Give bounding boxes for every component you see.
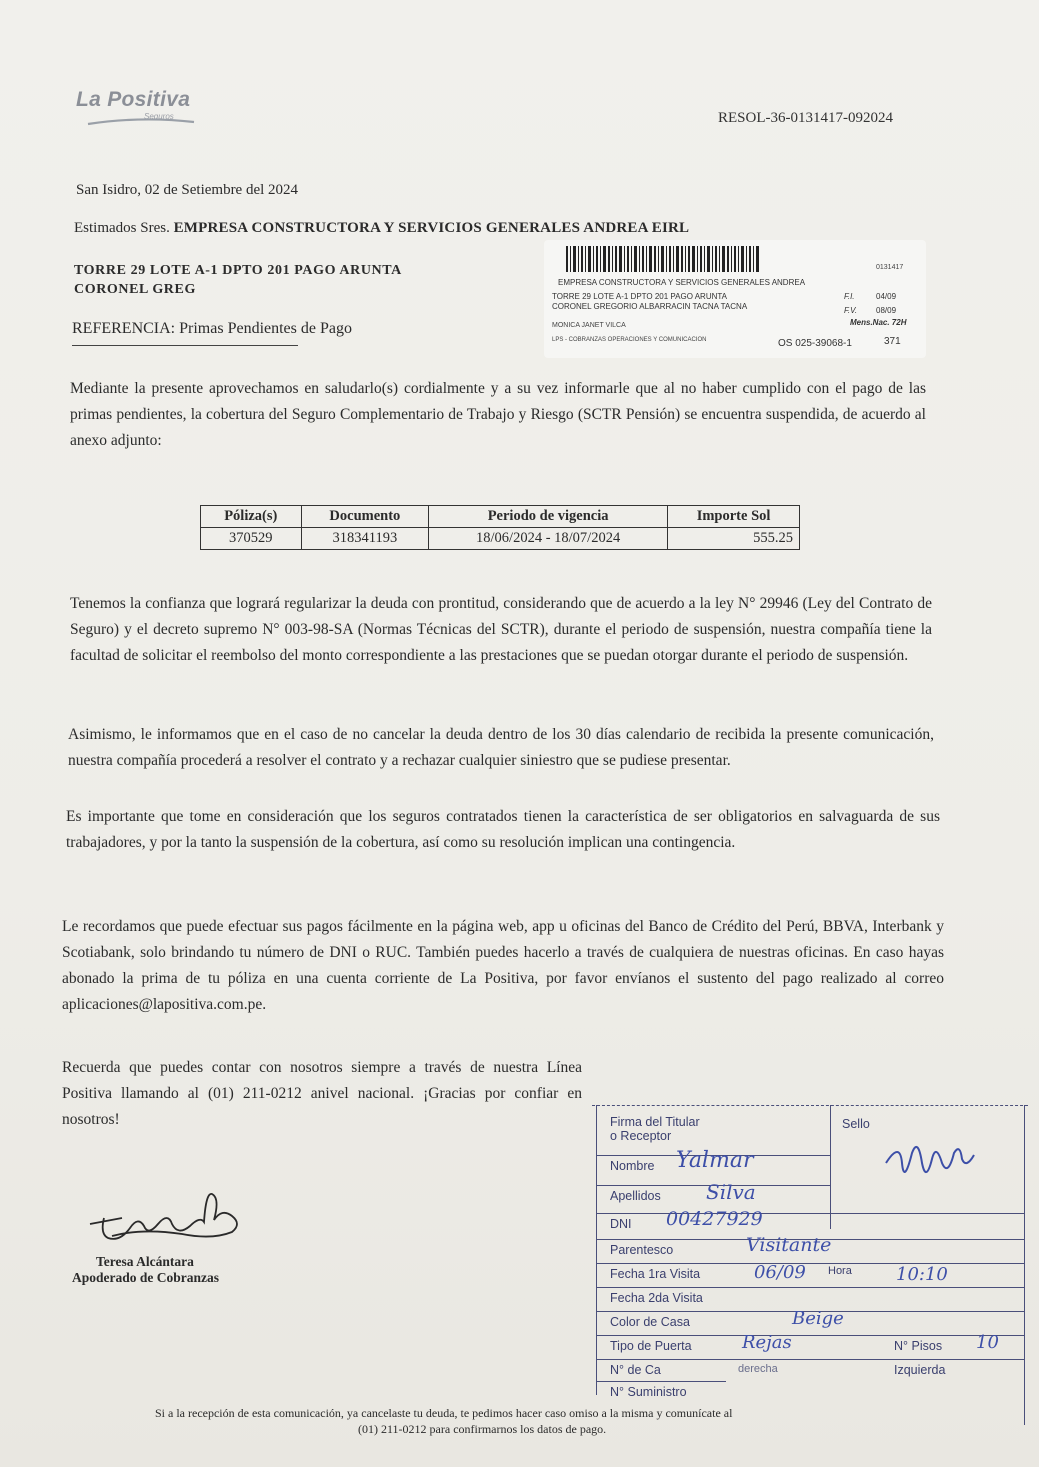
reception-stamp (592, 1105, 1028, 1435)
row-tipo-puerta (596, 1332, 1024, 1360)
label-dept: LPS - COBRANZAS OPERACIONES Y COMUNICACION (552, 337, 707, 343)
barcode-icon (566, 246, 762, 272)
hora-label: Hora (828, 1265, 852, 1277)
recipient-address (74, 261, 402, 299)
firma-label-1: Firma del Titular (610, 1115, 700, 1129)
signatory-name: Teresa Alcántara (96, 1254, 194, 1269)
nombre-label: Nombre (610, 1159, 655, 1173)
fecha1-label: Fecha 1ra Visita (610, 1267, 701, 1281)
apellidos-label: Apellidos (610, 1189, 661, 1203)
recipient-company: EMPRESA CONSTRUCTORA Y SERVICIOS GENERALES ANDREA EIRL (173, 220, 690, 236)
cell-documento: 318341193 (301, 528, 429, 550)
stamp-divider (830, 1105, 831, 1229)
label-fi-value: 04/09 (876, 292, 897, 301)
label-os-suffix: 371 (884, 336, 901, 347)
nca-value: derecha (738, 1363, 778, 1375)
pisos-label: N° Pisos (894, 1339, 943, 1353)
logo-text: La Positiva (76, 88, 191, 111)
row-nombre (596, 1148, 830, 1180)
label-fv: F.V. (844, 306, 858, 315)
label-os-number: OS 025-39068-1 (778, 338, 852, 349)
puerta-label: Tipo de Puerta (610, 1339, 692, 1353)
nombre-value: Yalmar (676, 1148, 754, 1173)
stamp-sello-label: Sello (842, 1117, 870, 1131)
color-value: Beige (792, 1308, 844, 1329)
stamp-right-border (1024, 1105, 1025, 1425)
logo-subtext: Seguros (144, 112, 174, 121)
paragraph-5: Le recordamos que puede efectuar sus pagos fácilmente en la página web, app u oficinas del Banco de Crédito del Perú, BBVA, Interbank y Scotiabank, solo brindando tu número de DNI o RUC. También puedes hacerlo a través de cualquiera de nuestras oficinas. En caso hayas abonado la prima de tu póliza en una cuenta corriente de La Positiva, por favor envíanos el sustento del pago realizado al correo aplicaciones@lapositiva.com.pe. (62, 918, 944, 1013)
cell-poliza: 370529 (201, 528, 302, 550)
policy-table (200, 505, 800, 550)
hora-value: 10:10 (896, 1264, 948, 1285)
pisos-value: 10 (976, 1332, 999, 1353)
label-contact: MONICA JANET VILCA (552, 322, 626, 329)
label-address-1: TORRE 29 LOTE A-1 DPTO 201 PAGO ARUNTA (552, 292, 728, 301)
reference-line: REFERENCIA: Primas Pendientes de Pago (72, 320, 352, 337)
label-fv-value: 08/09 (876, 306, 897, 315)
footer-line-1: Si a la recepción de esta comunicación, ya cancelaste tu deuda, te pedimos hacer caso omiso a la misma y comunícate al (155, 1406, 733, 1420)
parentesco-value: Visitante (746, 1234, 832, 1256)
label-code: 0131417 (876, 264, 904, 271)
col-poliza: Póliza(s) (201, 506, 302, 528)
paragraph-3: Asimismo, le informamos que en el caso de no cancelar la deuda dentro de los 30 días calendario de recibida la presente comunicación, nuestra compañía procederá a resolver el contrato y a rechazar cualquier siniestro que se pudiese presentar. (68, 726, 934, 769)
fecha2-label: Fecha 2da Visita (610, 1291, 703, 1305)
mailing-label (544, 240, 926, 358)
paragraph-1: Mediante la presente aprovechamos en saludarlo(s) cordialmente y a su vez informarle que al no haber cumplido con el pago de las primas pendientes, la cobertura del Seguro Complementario de Trabajo y Riesgo (SCTR Pensión) se encuentra suspendida, de acuerdo al anexo adjunto: (70, 380, 926, 449)
signatory-role: Apoderado de Cobranzas (72, 1270, 220, 1285)
cell-periodo: 18/06/2024 - 18/07/2024 (429, 528, 668, 550)
row-parentesco (596, 1234, 1024, 1264)
label-company: EMPRESA CONSTRUCTORA Y SERVICIOS GENERALES ANDREA (558, 278, 806, 287)
izquierda-label: Izquierda (894, 1363, 946, 1377)
row-color-casa (596, 1308, 1024, 1336)
policy-table-header (201, 506, 800, 528)
label-fi: F.I. (844, 292, 855, 301)
parentesco-label: Parentesco (610, 1243, 674, 1257)
reference-underline (72, 345, 298, 346)
label-service: Mens.Nac. 72H (850, 318, 907, 327)
stamp-firma-label (610, 1115, 700, 1143)
logo-swoosh-icon (86, 116, 196, 128)
col-periodo: Periodo de vigencia (429, 506, 668, 528)
stamp-top-border (592, 1105, 1028, 1106)
stamp-signature-icon (882, 1133, 982, 1193)
la-positiva-logo (76, 88, 191, 121)
fecha1-value: 06/09 (754, 1262, 806, 1283)
col-importe: Importe Sol (668, 506, 800, 528)
suministro-label: N° Suministro (610, 1385, 687, 1399)
dni-label: DNI (610, 1217, 632, 1231)
footer-line-2: (01) 211-0212 para confirmarnos los datos de pago. (358, 1422, 607, 1436)
label-address-2: CORONEL GREGORIO ALBARRACIN TACNA TACNA (552, 302, 748, 311)
paragraph-6: Recuerda que puedes contar con nosotros siempre a través de nuestra Línea Positiva llamando al (01) 211-0212 anivel nacional. ¡Gracias por confiar en nosotros! (62, 1059, 582, 1128)
row-apellidos (596, 1180, 830, 1210)
col-documento: Documento (301, 506, 429, 528)
greeting (74, 220, 689, 237)
firma-label-2: o Receptor (610, 1129, 672, 1143)
resolution-code: RESOL-36-0131417-092024 (718, 110, 893, 126)
paragraph-2: Tenemos la confianza que logrará regularizar la deuda con prontitud, considerando que de acuerdo a la ley N° 29946 (Ley del Contrato de Seguro) y el decreto supremo N° 003-98-SA (Normas Técnicas del SCTR), durante el periodo de suspensión, nuestra compañía tiene la facultad de solicitar el reembolso del monto correspondiente a las prestaciones que se puedan otorgar durante el periodo de suspensión. (70, 595, 932, 664)
greeting-prefix: Estimados Sres. (74, 220, 174, 236)
paragraph-4: Es importante que tome en consideración que los seguros contratados tienen la característica de ser obligatorios en salvaguarda de sus trabajadores, y por la tanto la suspensión de la cobertura, así como su resolución implican una contingencia. (66, 808, 940, 851)
address-line-2: CORONEL GREG (74, 282, 196, 297)
nca-label: N° de Ca (610, 1363, 661, 1377)
color-label: Color de Casa (610, 1315, 690, 1329)
apellidos-value: Silva (706, 1180, 756, 1204)
row-suministro (596, 1381, 726, 1406)
cell-importe: 555.25 (668, 528, 800, 550)
dni-value: 00427929 (666, 1208, 763, 1230)
puerta-value: Rejas (742, 1332, 792, 1353)
table-row (201, 528, 800, 550)
row-fecha-1 (596, 1263, 1024, 1288)
address-line-1: TORRE 29 LOTE A-1 DPTO 201 PAGO ARUNTA (74, 263, 402, 278)
handwritten-signature-icon (82, 1188, 262, 1254)
letter-date: San Isidro, 02 de Setiembre del 2024 (76, 182, 299, 198)
